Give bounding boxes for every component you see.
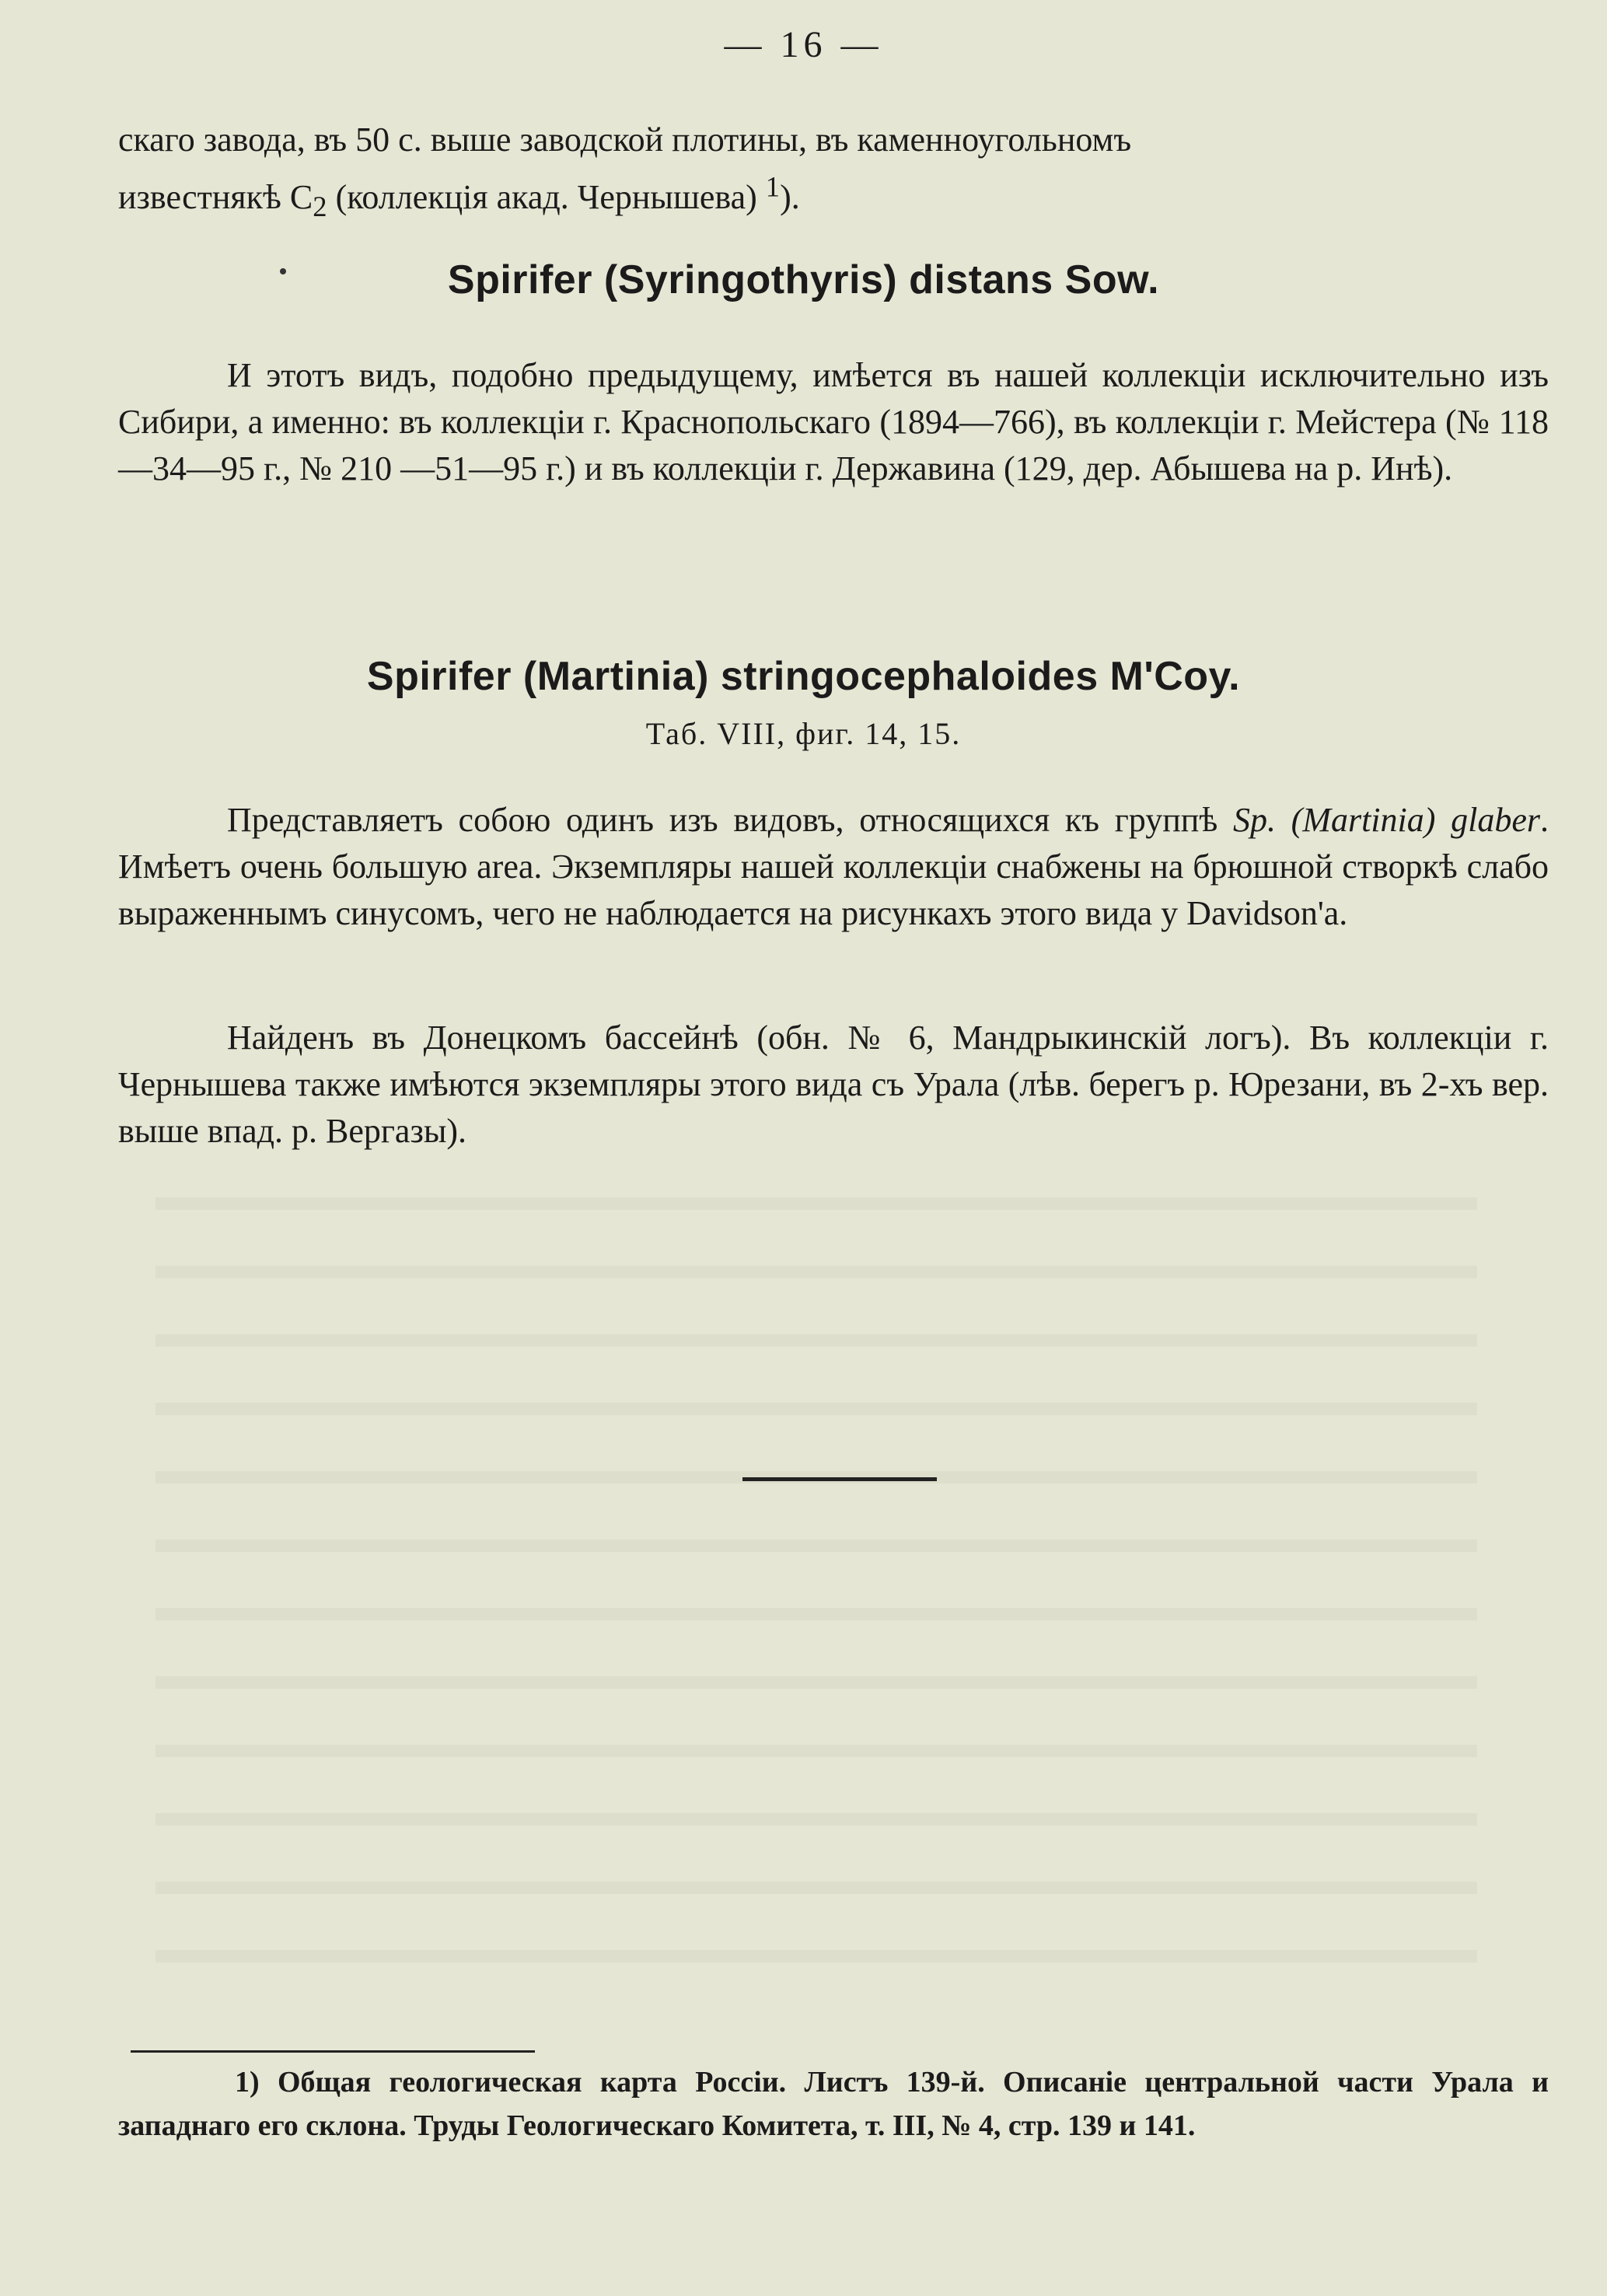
footnote: 1) Общая геологическая карта Россіи. Листъ 139-й. Описаніе центральной части Урала и западнаго его склона. Труды Геологическаго Комитета, т. III, № 4, стр. 139 и 141. <box>118 2066 1549 2142</box>
footnote-separator <box>131 2050 535 2053</box>
bleed-through-texture <box>155 1166 1477 1983</box>
section-end-rule <box>742 1477 937 1481</box>
species-heading-stringocephaloides: Spirifer (Martinia) stringocephaloides M'Coy. <box>366 654 1241 699</box>
paragraph-distans: И этотъ видъ, подобно предыдущему, имѣется въ нашей коллекціи исключительно изъ Сибири, а именно: въ коллекціи г. Краснопольскаго (1894—766), въ коллекціи г. Мейстера (№ 118—34—95 г., № 210 —51—95 г.) и въ коллекціи г. Державина (129, дер. Абышева на р. Инѣ). <box>118 356 1549 488</box>
page-number: — 16 — <box>724 24 883 65</box>
paragraph-continuation-line2: известнякѣ $C_2$ (коллекція акад. Чернышева) $^1$). <box>118 170 800 222</box>
plate-reference: Таб. VIII, фиг. 14, 15. <box>645 716 962 751</box>
paragraph-description: Представляетъ собою одинъ изъ видовъ, относящихся къ группѣ Sp. (Martinia) glaber. Имѣетъ очень большую area. Экземпляры нашей коллекціи снабжены на брюшной створкѣ слабо выраженнымъ синусомъ, чего не наблюдается на рисункахъ этого вида у Davidson'a. <box>118 801 1549 932</box>
species-heading-distans: Spirifer (Syringothyris) distans Sow. <box>447 257 1160 302</box>
paragraph-continuation <box>118 117 1549 229</box>
paragraph-continuation-line1: скаго завода, въ 50 с. выше заводской плотины, въ каменноугольномъ <box>118 121 1132 159</box>
paragraph-locality: Найденъ въ Донецкомъ бассейнѣ (обн. № 6, Мандрыкинскій логъ). Въ коллекціи г. Чернышева также имѣются экземпляры этого вида съ Урала (лѣв. берегъ р. Юрезани, въ 2-хъ вер. выше впад. р. Вергазы). <box>118 1019 1549 1150</box>
